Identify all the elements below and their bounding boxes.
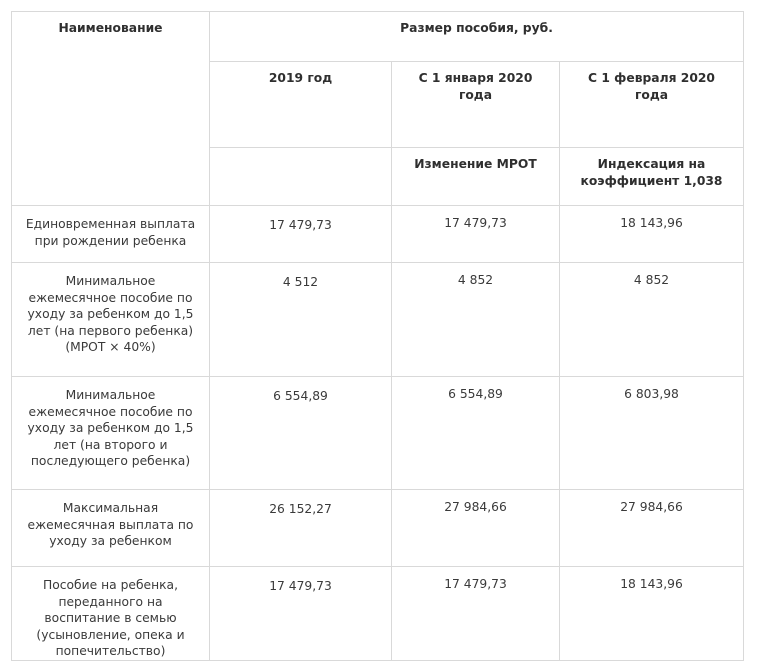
row-name-cell <box>12 490 210 567</box>
row-name-cell <box>12 263 210 377</box>
row-value-cell <box>392 567 560 661</box>
row-value-2019: 17 479,73 <box>269 218 332 232</box>
header-name-cell <box>12 12 210 206</box>
period-feb-2020-label: С 1 февраля 2020 года <box>588 71 715 102</box>
row-value-cell <box>560 377 744 490</box>
period-2019-label: 2019 год <box>268 71 333 85</box>
row-value-2019: 17 479,73 <box>269 579 332 593</box>
table-row <box>12 377 744 490</box>
note-feb-2020-label: Индексация на коэффициент 1,038 <box>580 157 723 188</box>
row-value-cell <box>560 263 744 377</box>
header-size-cell <box>210 12 744 62</box>
row-value-cell <box>210 490 392 567</box>
row-value-cell <box>210 567 392 661</box>
note-feb-2020-cell <box>560 148 744 206</box>
table-row <box>12 206 744 263</box>
header-name-label: Наименование <box>58 21 163 35</box>
row-value-cell <box>560 567 744 661</box>
table-row <box>12 490 744 567</box>
row-value-cell <box>392 490 560 567</box>
row-value-feb-2020: 18 143,96 <box>620 216 683 230</box>
row-name: Максимальная ежемесячная выплата по уходу за ребенком <box>27 501 194 548</box>
row-value-jan-2020: 27 984,66 <box>444 500 507 514</box>
row-name: Пособие на ребенка, переданного на воспитание в семью (усыновление, опека и попечительство) <box>36 578 185 658</box>
row-value-cell <box>392 206 560 263</box>
table-row <box>12 263 744 377</box>
row-value-cell <box>210 263 392 377</box>
row-name: Единовременная выплата при рождении ребенка <box>25 217 196 248</box>
row-value-cell <box>560 206 744 263</box>
note-2019-cell <box>210 148 392 206</box>
table-row <box>12 567 744 661</box>
row-name-cell <box>12 377 210 490</box>
note-jan-2020-cell <box>392 148 560 206</box>
header-row-top <box>12 12 744 62</box>
period-2019-cell <box>210 62 392 148</box>
row-value-jan-2020: 17 479,73 <box>444 577 507 591</box>
row-value-cell <box>392 377 560 490</box>
row-value-cell <box>392 263 560 377</box>
row-name: Минимальное ежемесячное пособие по уходу за ребенком до 1,5 лет (на второго и последующего ребенка) <box>27 388 194 468</box>
row-value-feb-2020: 18 143,96 <box>620 577 683 591</box>
header-size-label: Размер пособия, руб. <box>400 21 553 35</box>
row-value-feb-2020: 27 984,66 <box>620 500 683 514</box>
row-value-cell <box>210 377 392 490</box>
benefits-table <box>11 11 744 661</box>
row-value-2019: 26 152,27 <box>269 502 332 516</box>
row-value-jan-2020: 17 479,73 <box>444 216 507 230</box>
row-name: Минимальное ежемесячное пособие по уходу за ребенком до 1,5 лет (на первого ребенка) (МРОТ × 40%) <box>27 274 194 354</box>
period-feb-2020-cell <box>560 62 744 148</box>
row-value-cell <box>560 490 744 567</box>
note-jan-2020-label: Изменение МРОТ <box>414 157 537 171</box>
row-value-2019: 6 554,89 <box>273 389 328 403</box>
row-value-cell <box>210 206 392 263</box>
row-name-cell <box>12 206 210 263</box>
row-value-feb-2020: 6 803,98 <box>624 387 679 401</box>
note-2019-label <box>210 148 391 156</box>
row-value-jan-2020: 6 554,89 <box>448 387 503 401</box>
row-value-jan-2020: 4 852 <box>457 273 494 287</box>
row-value-feb-2020: 4 852 <box>633 273 670 287</box>
period-jan-2020-cell <box>392 62 560 148</box>
period-jan-2020-label: С 1 января 2020 года <box>418 71 533 102</box>
row-value-2019: 4 512 <box>282 275 319 289</box>
row-name-cell <box>12 567 210 661</box>
